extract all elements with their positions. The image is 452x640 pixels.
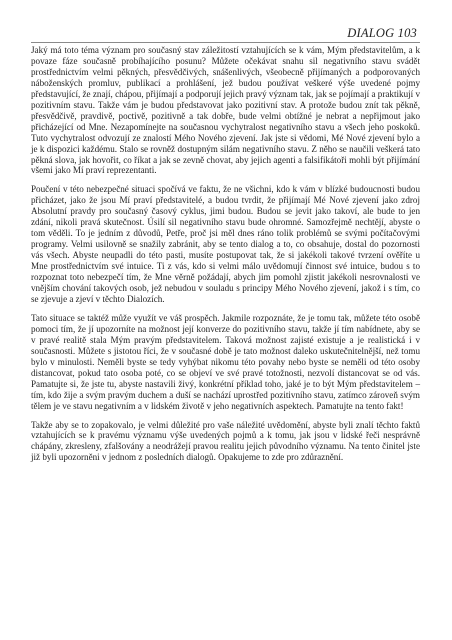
paragraph: Tato situace se taktéž může využít ve váš prospěch. Jakmile rozpoznáte, že je tomu tak, můžete této osobě pomoci tím, že jí upozorníte na možnost její konverze do pozitivního stavu, takže jí tím nabídnete, aby se v pravé realitě stala Mým pravým představitelem. Taková možnost zajisté existuje a je realistická i v současnosti. Můžete s jistotou říci, že v současné době je tato možnost daleko uskutečnitelnější, než tomu bylo v minulosti. Neměli byste se tedy vyhýbat nikomu této povahy nebo byste se neměli od této osoby distancovat, pokud tato osoba poté, co se objeví ve své pravé totožnosti, nezvolí distancovat se od vás. Pamatujte si, že jste tu, abyste nastavili živý, konkrétní příklad toho, jaké je to být Mým představitelem – tím, kdo žije a svým pravým duchem a duší se nachází uprostřed pozitivního stavu, zatímco zároveň svým tělem je ve stavu negativním a v lidském životě v jeho negativních aspektech. Pamatujte na tento fakt! [31, 312, 420, 411]
header-rule [31, 42, 420, 43]
paragraph: Takže aby se to zopakovalo, je velmi důležité pro vaše náležité uvědomění, abyste byli znalí těchto faktů vztahujících se k pravému významu výše uvedených pojmů a k tomu, jak jsou v lidské řeči nesprávně chápány, zkresleny, zfalšovány a neodrážejí pravou realitu jejich původního významu. Na tento činitel jste již byli upozorněni v jednom z posledních dialogů. Opakujeme to zde pro zdůraznění. [31, 419, 420, 463]
page-header [31, 26, 420, 42]
body-text [31, 45, 420, 471]
paragraph: Jaký má toto téma význam pro současný stav záležitostí vztahujících se k vám, Mým představitelům, a k povaze fáze současně probíhajícího posunu? Můžete očekávat snahu sil negativního stavu svádět prostřednictvím velmi pěkných, přesvědčivých, snášenlivých, všeobecně přijímaných a podporovaných náboženských promluv, publikací a prohlášení, jež budou používat veškeré výše uvedené pojmy představující, že znají, chápou, přijímají a podporují jejich pravý význam tak, jak se pojímají a praktikují v pozitivním stavu. Takže vám je budou představovat jako pozitivní stav. A protože budou znít tak pěkně, přesvědčivě, pravdivě, poctivě, pozitivně a tak dobře, bude velmi obtížné je nebrat a nepřijmout jako přicházející od Mne. Nezapomínejte na současnou vychytralost negativního stavu a všech jeho poskoků. Tuto vychytralost odvozují ze znalostí Mého Nového zjevení. Jak jste si vědomi, Mé Nové zjevení bylo a je k dispozici každému. Stalo se rovněž dostupným silám negativního stavu. Z něho se naučili veškerá tato pěkná slova, jak hovořit, co říkat a jak se zevně chovat, aby jejich agenti a falsifikátoři mohli být přijímání všemi jako Mí praví reprezentanti. [31, 45, 420, 176]
paragraph: Poučení v této nebezpečné situaci spočívá ve faktu, že ne všichni, kdo k vám v blízké budoucnosti budou přicházet, jako že jsou Mí praví představitelé, a budou tvrdit, že přijímají Mé Nové zjevení jako zdroj Absolutní pravdy pro současný časový cyklus, jimi budou. Budou se jevit jako takoví, ale bude to jen zdání, nikoli pravá skutečnost. Úsilí sil negativního stavu bude ohromné. Samozřejmě nechtějí, abyste o tom věděli. To je jedním z důvodů, Petře, proč jsi měl dnes ráno tolik problémů se svými počítačovými programy. Velmi usilovně se snažily zabránit, aby se tento dialog a to, co obsahuje, dostal do pozornosti vás všech. Abyste neupadli do této pasti, musíte postupovat tak, že si jakékoli takové tvrzení ověříte u Mne prostřednictvím své intuice. Ti z vás, kdo si velmi málo uvědomují činnost své intuice, budou s to rozpoznat toto nebezpečí tím, že Mne věrně požádají, abych jim pomohl zjistit jakékoli nesrovnalosti ve vnějším chování takových osob, jež nebudou v souladu s principy Mého Nového zjevení, jakož i s tím, co se zjevuje a zjeví v těchto Dialozích. [31, 184, 420, 304]
running-header-title: DIALOG 103 [347, 26, 417, 40]
